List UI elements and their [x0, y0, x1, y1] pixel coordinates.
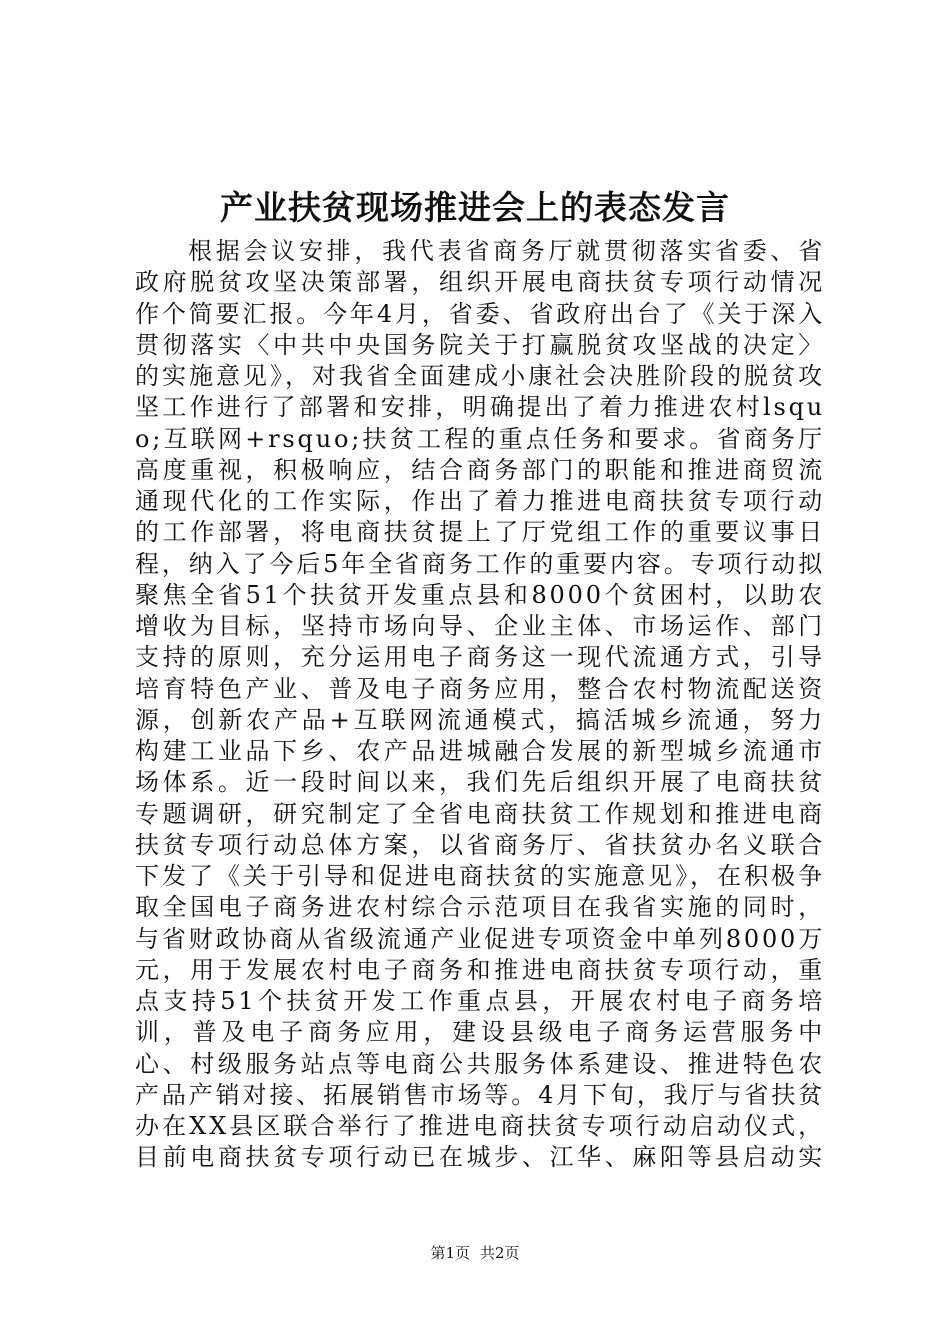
- page-total: 共2页: [480, 1244, 520, 1262]
- document-title: 产业扶贫现场推进会上的表态发言: [220, 188, 730, 227]
- document-body-paragraph: 根据会议安排，我代表省商务厅就贯彻落实省委、省政府脱贫攻坚决策部署，组织开展电商扶贫专项行动情况作个简要汇报。今年4月，省委、省政府出台了《关于深入贯彻落实〈中共中央国务院关于打赢脱贫攻坚战的决定〉的实施意见》，对我省全面建成小康社会决胜阶段的脱贫攻坚工作进行了部署和安排，明确提出了着力推进农村lsquo;互联网+rsquo;扶贫工程的重点任务和要求。省商务厅高度重视，积极响应，结合商务部门的职能和推进商贸流通现代化的工作实际，作出了着力推进电商扶贫专项行动的工作部署，将电商扶贫提上了厅党组工作的重要议事日程，纳入了今后5年全省商务工作的重要内容。专项行动拟聚焦全省51个扶贫开发重点县和8000个贫困村，以助农增收为目标，坚持市场向导、企业主体、市场运作、部门支持的原则，充分运用电子商务这一现代流通方式，引导培育特色产业、普及电子商务应用，整合农村物流配送资源，创新农产品+互联网流通模式，搞活城乡流通，努力构建工业品下乡、农产品进城融合发展的新型城乡流通市场体系。近一段时间以来，我们先后组织开展了电商扶贫专题调研，研究制定了全省电商扶贫工作规划和推进电商扶贫专项行动总体方案，以省商务厅、省扶贫办名义联合下发了《关于引导和促进电商扶贫的实施意见》，在积极争取全国电子商务进农村综合示范项目在我省实施的同时，与省财政协商从省级流通产业促进专项资金中单列8000万元，用于发展农村电子商务和推进电商扶贫专项行动，重点支持51个扶贫开发工作重点县，开展农村电子商务培训，普及电子商务应用，建设县级电子商务运营服务中心、村级服务站点等电商公共服务体系建设、推进特色农产品产销对接、拓展销售市场等。4月下旬，我厅与省扶贫办在XX县区联合举行了推进电商扶贫专项行动启动仪式，目前电商扶贫专项行动已在城步、江华、麻阳等县启动实: [135, 237, 825, 1172]
- page-footer: [0, 1243, 950, 1263]
- page-number: 第1页: [430, 1244, 470, 1262]
